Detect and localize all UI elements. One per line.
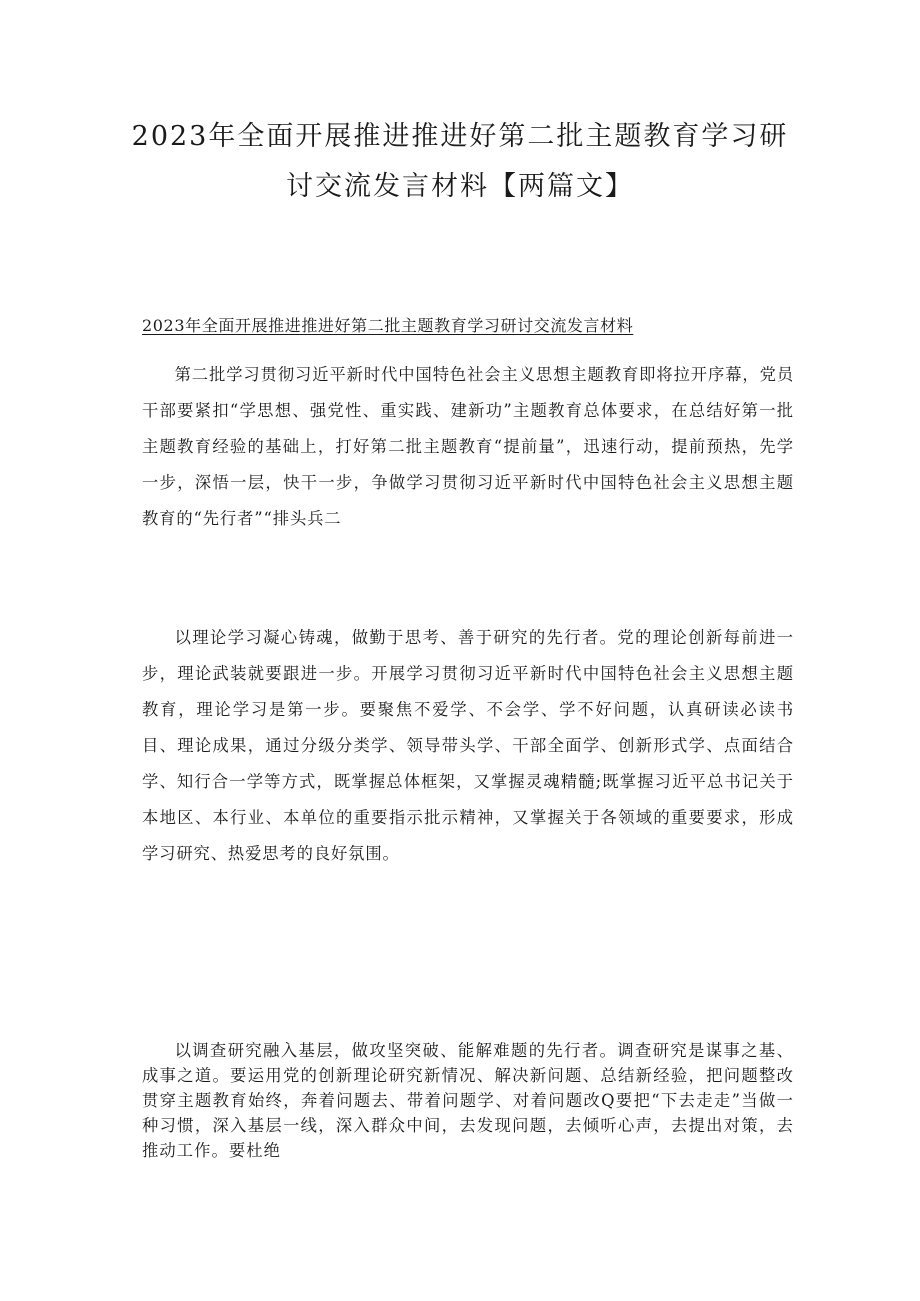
section-heading: 2023年全面开展推进推进好第二批主题教育学习研讨交流发言材料 — [142, 316, 634, 335]
body-paragraph-2: 以理论学习凝心铸魂，做勤于思考、善于研究的先行者。党的理论创新每前进一步，理论武装就要跟进一步。开展学习贯彻习近平新时代中国特色社会主义思想主题教育，理论学习是第一步。要聚焦不爱学、不会学、学不好问题，认真研读必读书目、理论成果，通过分级分类学、领导带头学、干部全面学、创新形式学、点面结合学、知行合一学等方式，既掌握总体框架，又掌握灵魂精髓;既掌握习近平总书记关于本地区、本行业、本单位的重要指示批示精神，又掌握关于各领域的重要要求，形成学习研究、热爱思考的良好氛围。 — [142, 628, 794, 863]
document-title-line-2: 讨交流发言材料【两篇文】 — [286, 171, 634, 202]
body-paragraph-1: 第二批学习贯彻习近平新时代中国特色社会主义思想主题教育即将拉开序幕，党员干部要紧扣“学思想、强党性、重实践、建新功”主题教育总体要求，在总结好第一批主题教育经验的基础上，打好第二批主题教育“提前量”，迅速行动，提前预热，先学一步，深悟一层，快干一步，争做学习贯彻习近平新时代中国特色社会主义思想主题教育的“先行者”“排头兵二 — [142, 365, 794, 528]
body-paragraph-3: 以调查研究融入基层，做攻坚突破、能解难题的先行者。调查研究是谋事之基、成事之道。要运用党的创新理论研究新情况、解决新问题、总结新经验，把问题整改贯穿主题教育始终，奔着问题去、带着问题学、对着问题改Q要把“下去走走”当做一种习惯，深入基层一线，深入群众中间，去发现问题，去倾听心声，去提出对策，去推动工作。要杜绝 — [142, 1041, 794, 1160]
document-title-line-1: 2023年全面开展推进推进好第二批主题教育学习研 — [131, 121, 789, 152]
